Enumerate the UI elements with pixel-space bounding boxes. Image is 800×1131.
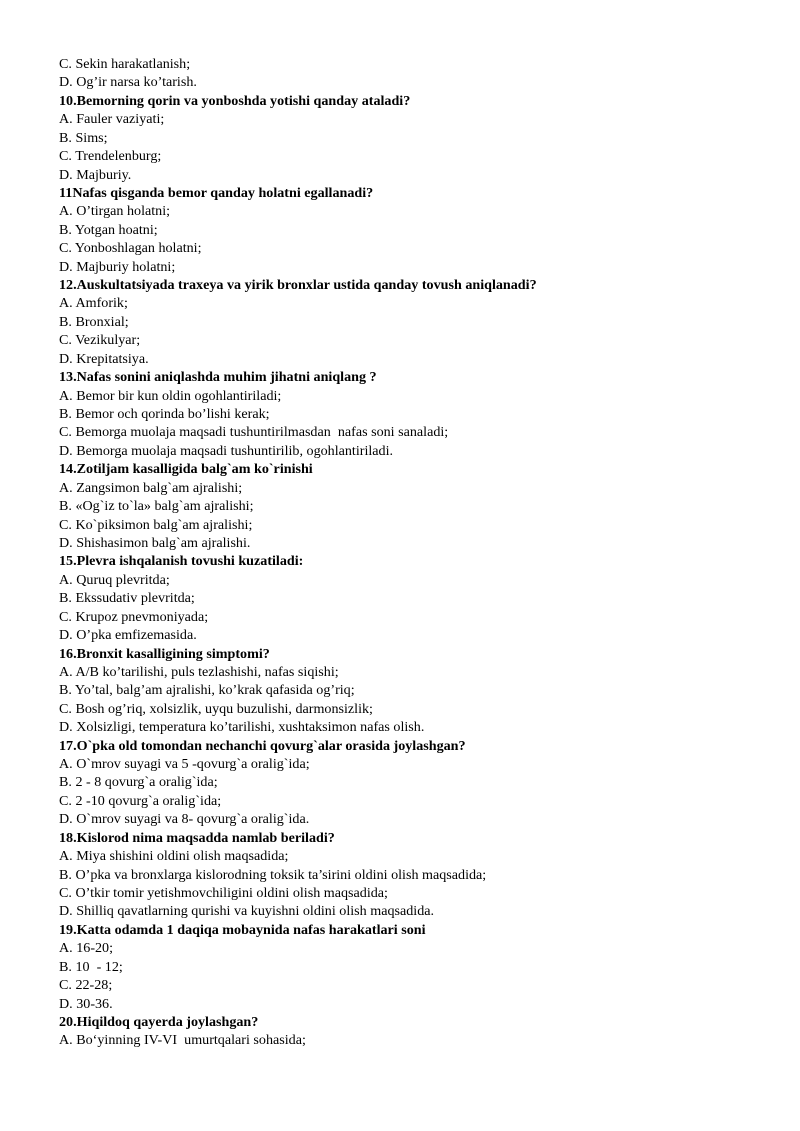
answer-option: A. Bemor bir kun oldin ogohlantiriladi; — [59, 387, 282, 404]
answer-option: D. Og’ir narsa ko’tarish. — [59, 74, 197, 91]
answer-option: D. Majburiy. — [59, 166, 132, 183]
question-heading: 13.Nafas sonini aniqlashda muhim jihatni aniqlang ? — [59, 369, 377, 386]
answer-option: D. Bemorga muolaja maqsadi tushuntirilib, ogohlantiriladi. — [59, 442, 394, 459]
answer-option: B. Yo’tal, balg’am ajralishi, ko’krak qafasida og’riq; — [59, 682, 355, 699]
answer-option: C. Bemorga muolaja maqsadi tushuntirilmasdan nafas soni sanaladi; — [59, 424, 449, 441]
answer-option: B. Bemor och qorinda bo’lishi kerak; — [59, 406, 270, 423]
answer-option: C. Sekin harakatlanish; — [59, 56, 191, 72]
answer-option: C. Yonboshlagan holatni; — [59, 240, 202, 257]
answer-option: D. O`mrov suyagi va 8- qovurg`a oralig`ida. — [59, 811, 310, 828]
answer-option: C. Krupoz pnevmoniyada; — [59, 608, 209, 625]
answer-option: C. Trendelenburg; — [59, 148, 162, 165]
answer-option: D. Krepitatsiya. — [59, 350, 149, 367]
question-heading: 10.Bemorning qorin va yonboshda yotishi qanday ataladi? — [59, 92, 411, 109]
question-heading: 15.Plevra ishqalanish tovushi kuzatiladi: — [59, 553, 304, 570]
answer-option: C. O’tkir tomir yetishmovchiligini oldini olish maqsadida; — [59, 884, 388, 901]
answer-option: A. Miya shishini oldini olish maqsadida; — [59, 848, 289, 865]
answer-option: A. O’tirgan holatni; — [59, 203, 171, 220]
answer-option: B. O’pka va bronxlarga kislorodning toksik ta’sirini oldini olish maqsadida; — [59, 866, 487, 883]
answer-option: C. Vezikulyar; — [59, 332, 141, 349]
answer-option: A. Quruq plevritda; — [59, 571, 170, 588]
answer-option: A. Bo‘yinning IV-VI umurtqalari sohasida; — [59, 1032, 306, 1049]
answer-option: A. Zangsimon balg`am ajralishi; — [59, 479, 243, 496]
answer-option: B. Ekssudativ plevritda; — [59, 590, 195, 607]
answer-option: B. Yotgan hoatni; — [59, 221, 158, 238]
answer-option: B. «Og`iz to`la» balg`am ajralishi; — [59, 498, 254, 515]
answer-option: C. Ko`piksimon balg`am ajralishi; — [59, 516, 253, 533]
answer-option: D. 30-36. — [59, 995, 113, 1012]
question-heading: 16.Bronxit kasalligining simptomi? — [59, 645, 270, 662]
answer-option: B. Sims; — [59, 129, 108, 146]
answer-option: D. Majburiy holatni; — [59, 258, 176, 275]
answer-option: A. O`mrov suyagi va 5 -qovurg`a oralig`ida; — [59, 756, 310, 773]
answer-option: D. Shilliq qavatlarning qurishi va kuyishni oldini olish maqsadida. — [59, 903, 435, 920]
answer-option: D. O’pka emfizemasida. — [59, 627, 197, 644]
answer-option: B. 2 - 8 qovurg`a oralig`ida; — [59, 774, 218, 791]
answer-option: A. Fauler vaziyati; — [59, 111, 165, 128]
answer-option: C. 2 -10 qovurg`a oralig`ida; — [59, 792, 222, 809]
question-heading: 20.Hiqildoq qayerda joylashgan? — [59, 1013, 259, 1030]
answer-option: B. 10 - 12; — [59, 958, 123, 975]
answer-option: D. Xolsizligi, temperatura ko’tarilishi, xushtaksimon nafas olish. — [59, 719, 425, 736]
document-page — [59, 55, 759, 1050]
answer-option: C. 22-28; — [59, 977, 113, 994]
answer-option: A. 16-20; — [59, 940, 114, 957]
question-heading: 17.O`pka old tomondan nechanchi qovurg`alar orasida joylashgan? — [59, 737, 466, 754]
question-heading: 14.Zotiljam kasalligida balg`am ko`rinishi — [59, 461, 313, 478]
question-heading: 18.Kislorod nima maqsadda namlab beriladi? — [59, 829, 335, 846]
answer-option: A. Amforik; — [59, 295, 128, 312]
answer-option: A. A/B ko’tarilishi, puls tezlashishi, nafas siqishi; — [59, 663, 339, 680]
question-heading: 11Nafas qisganda bemor qanday holatni egallanadi? — [59, 184, 374, 201]
answer-option: C. Bosh og’riq, xolsizlik, uyqu buzulishi, darmonsizlik; — [59, 700, 373, 717]
answer-option: B. Bronxial; — [59, 313, 129, 330]
question-heading: 19.Katta odamda 1 daqiqa mobaynida nafas harakatlari soni — [59, 921, 426, 938]
answer-option: D. Shishasimon balg`am ajralishi. — [59, 534, 251, 551]
question-heading: 12.Auskultatsiyada traxeya va yirik bronxlar ustida qanday tovush aniqlanadi? — [59, 277, 537, 294]
